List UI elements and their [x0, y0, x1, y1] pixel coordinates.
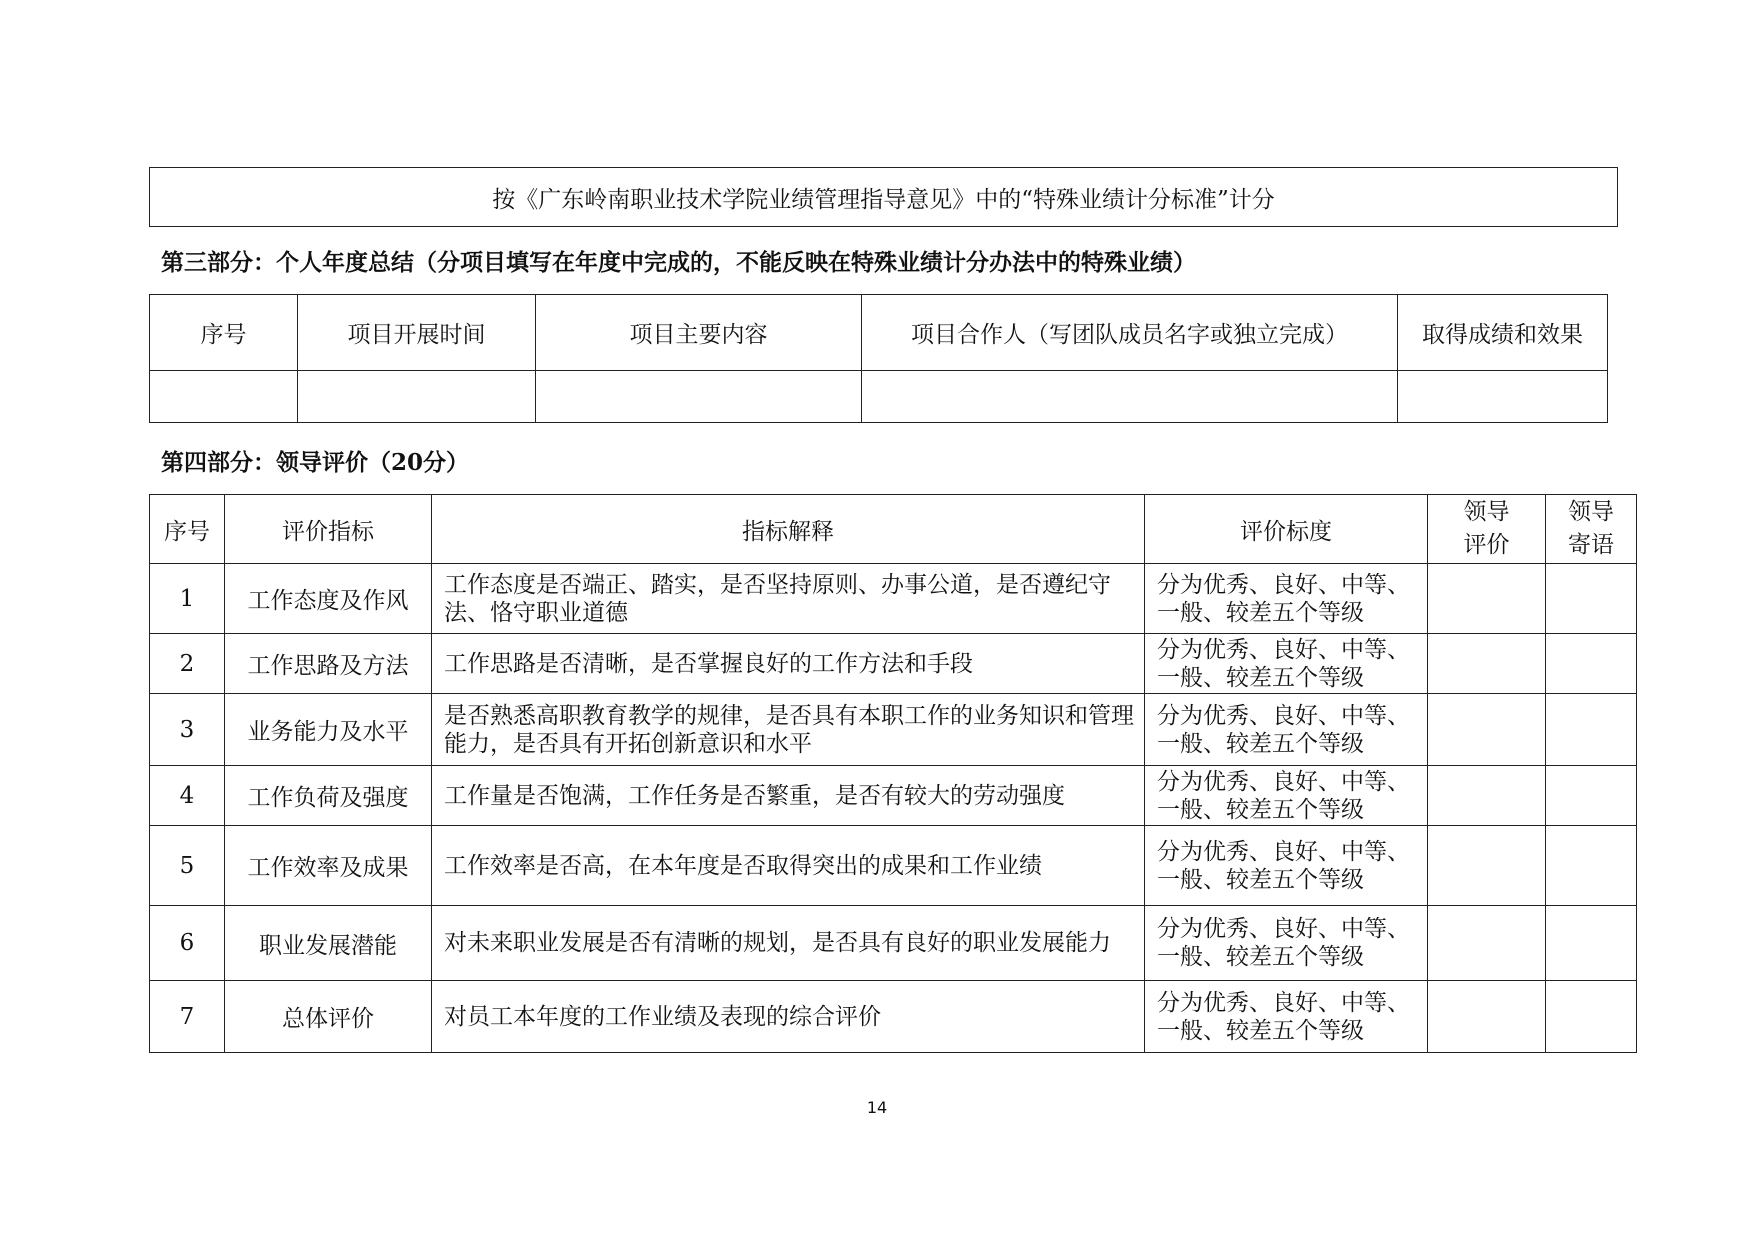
- row-leader-evaluation-cell[interactable]: [1428, 826, 1546, 906]
- part3-header-time: 项目开展时间: [298, 295, 536, 371]
- row-seq: 5: [150, 826, 225, 906]
- row-seq: 1: [150, 564, 225, 634]
- leader-eval-line2: 评价: [1463, 532, 1510, 558]
- row-seq: 6: [150, 906, 225, 981]
- row-leader-message-cell[interactable]: [1546, 694, 1637, 766]
- part3-title: 第三部分：个人年度总结（分项目填写在年度中完成的，不能反映在特殊业绩计分办法中的特殊业绩）: [161, 249, 1196, 276]
- table-row: [150, 981, 1637, 1053]
- row-leader-evaluation-cell[interactable]: [1428, 564, 1546, 634]
- part4-header-leader-message: [1546, 495, 1637, 564]
- row-standard: 分为优秀、良好、中等、一般、较差五个等级: [1145, 694, 1428, 766]
- table-row: [150, 906, 1637, 981]
- leader-eval-line1: 领导: [1463, 499, 1510, 525]
- row-standard: 分为优秀、良好、中等、一般、较差五个等级: [1145, 564, 1428, 634]
- row-leader-evaluation-cell[interactable]: [1428, 906, 1546, 981]
- special-performance-box: [149, 167, 1618, 227]
- row-indicator: 业务能力及水平: [225, 694, 432, 766]
- leader-msg-line2: 寄语: [1568, 532, 1614, 558]
- table-row: [150, 826, 1637, 906]
- row-indicator: 总体评价: [225, 981, 432, 1053]
- part3-header-results: 取得成绩和效果: [1398, 295, 1608, 371]
- row-leader-message-cell[interactable]: [1546, 906, 1637, 981]
- row-indicator: 工作负荷及强度: [225, 766, 432, 826]
- row-indicator: 职业发展潜能: [225, 906, 432, 981]
- row-seq: 7: [150, 981, 225, 1053]
- part4-header-indicator: 评价指标: [225, 495, 432, 564]
- row-explanation: 对未来职业发展是否有清晰的规划，是否具有良好的职业发展能力: [432, 906, 1145, 981]
- part4-header-row: [150, 495, 1637, 564]
- row-leader-message-cell[interactable]: [1546, 634, 1637, 694]
- table-row: [150, 766, 1637, 826]
- part4-header-seq: 序号: [150, 495, 225, 564]
- row-explanation: 工作态度是否端正、踏实，是否坚持原则、办事公道，是否遵纪守法、恪守职业道德: [432, 564, 1145, 634]
- part4-header-leader-evaluation: [1428, 495, 1546, 564]
- part3-header-seq: 序号: [150, 295, 298, 371]
- row-leader-message-cell[interactable]: [1546, 826, 1637, 906]
- page-number: 14: [866, 1098, 888, 1117]
- part4-title: 第四部分：领导评价（20分）: [161, 449, 470, 476]
- row-seq: 2: [150, 634, 225, 694]
- row-leader-message-cell[interactable]: [1546, 564, 1637, 634]
- table-row: [150, 564, 1637, 634]
- part4-header-explanation: 指标解释: [432, 495, 1145, 564]
- part3-header-partners: 项目合作人（写团队成员名字或独立完成）: [862, 295, 1398, 371]
- row-leader-message-cell[interactable]: [1546, 766, 1637, 826]
- leader-msg-line1: 领导: [1568, 499, 1614, 525]
- part3-header-content: 项目主要内容: [536, 295, 862, 371]
- table-row: [150, 634, 1637, 694]
- part4-header-standard: 评价标度: [1145, 495, 1428, 564]
- row-indicator: 工作态度及作风: [225, 564, 432, 634]
- row-explanation: 对员工本年度的工作业绩及表现的综合评价: [432, 981, 1145, 1053]
- part3-header-row: [150, 295, 1608, 371]
- row-leader-evaluation-cell[interactable]: [1428, 981, 1546, 1053]
- part3-cell-content[interactable]: [536, 371, 862, 423]
- row-indicator: 工作思路及方法: [225, 634, 432, 694]
- part3-cell-partners[interactable]: [862, 371, 1398, 423]
- part4-table: [149, 494, 1637, 1053]
- table-row: [150, 694, 1637, 766]
- part3-table: [149, 294, 1608, 423]
- part3-cell-results[interactable]: [1398, 371, 1608, 423]
- row-seq: 3: [150, 694, 225, 766]
- row-explanation: 工作效率是否高，在本年度是否取得突出的成果和工作业绩: [432, 826, 1145, 906]
- row-leader-evaluation-cell[interactable]: [1428, 766, 1546, 826]
- part3-cell-seq[interactable]: [150, 371, 298, 423]
- part3-empty-row: [150, 371, 1608, 423]
- row-standard: 分为优秀、良好、中等、一般、较差五个等级: [1145, 826, 1428, 906]
- row-explanation: 是否熟悉高职教育教学的规律，是否具有本职工作的业务知识和管理能力，是否具有开拓创新意识和水平: [432, 694, 1145, 766]
- row-explanation: 工作量是否饱满，工作任务是否繁重，是否有较大的劳动强度: [432, 766, 1145, 826]
- row-seq: 4: [150, 766, 225, 826]
- special-performance-text: 按《广东岭南职业技术学院业绩管理指导意见》中的“特殊业绩计分标准”计分: [492, 186, 1275, 213]
- row-explanation: 工作思路是否清晰，是否掌握良好的工作方法和手段: [432, 634, 1145, 694]
- row-standard: 分为优秀、良好、中等、一般、较差五个等级: [1145, 766, 1428, 826]
- row-leader-message-cell[interactable]: [1546, 981, 1637, 1053]
- row-leader-evaluation-cell[interactable]: [1428, 634, 1546, 694]
- row-standard: 分为优秀、良好、中等、一般、较差五个等级: [1145, 981, 1428, 1053]
- row-standard: 分为优秀、良好、中等、一般、较差五个等级: [1145, 906, 1428, 981]
- row-indicator: 工作效率及成果: [225, 826, 432, 906]
- row-standard: 分为优秀、良好、中等、一般、较差五个等级: [1145, 634, 1428, 694]
- row-leader-evaluation-cell[interactable]: [1428, 694, 1546, 766]
- part3-cell-time[interactable]: [298, 371, 536, 423]
